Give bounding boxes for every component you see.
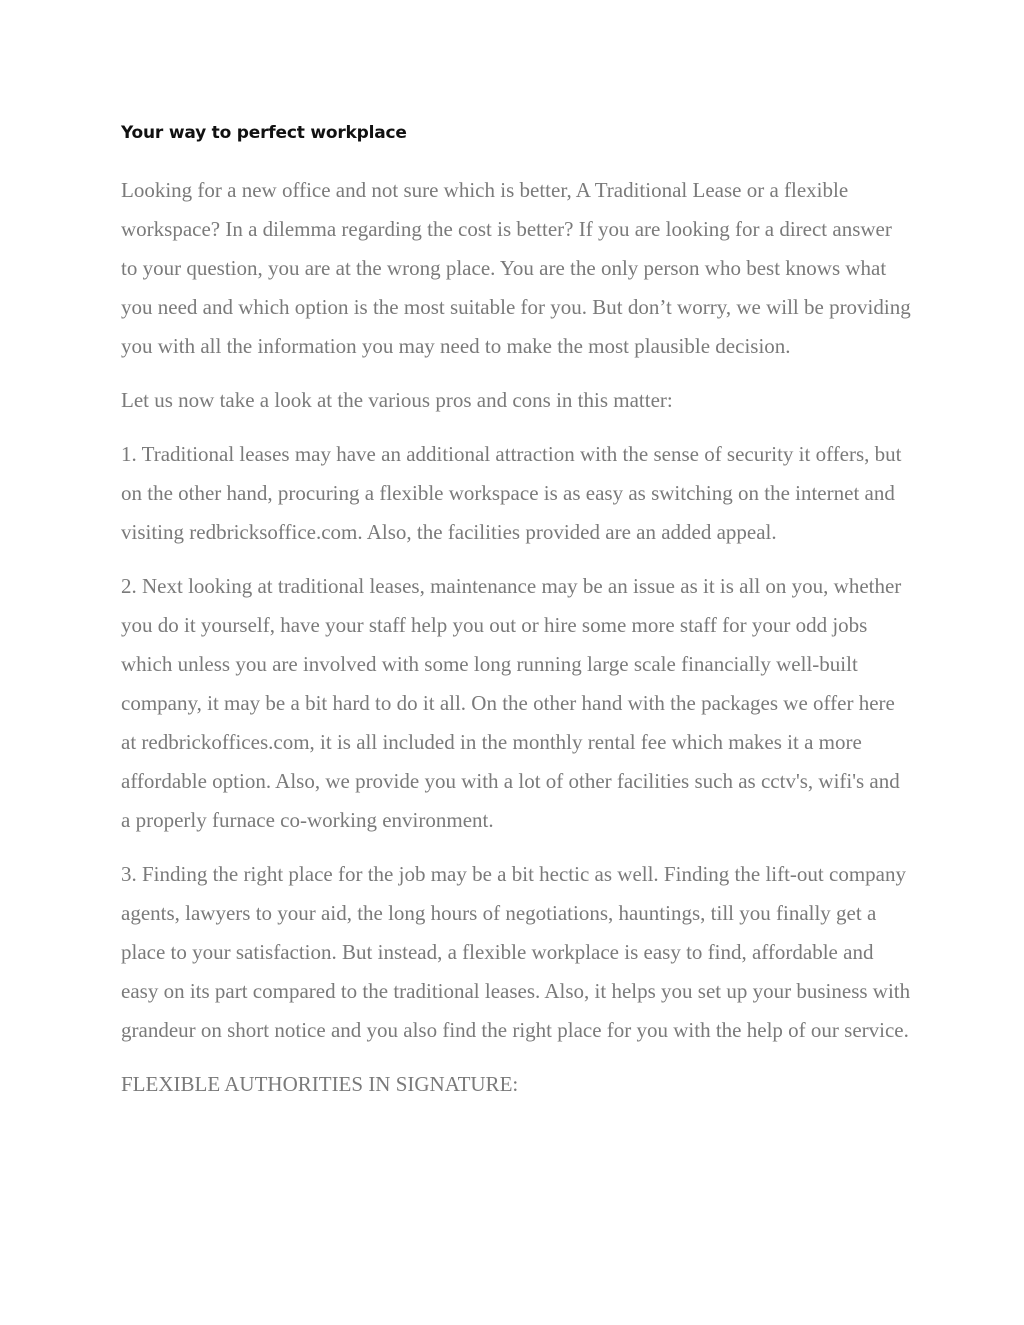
intro-paragraph: Looking for a new office and not sure which is better, A Traditional Lease or a flexible workspace? In a dilemma regarding the cost is better? If you are looking for a direct answer to your question, you are at the wrong place. You are the only person who best knows what you need and which option is the most suitable for you. But don’t worry, we will be providing you with all the information you may need to make the most plausible decision. bbox=[121, 178, 911, 358]
point-2-paragraph: 2. Next looking at traditional leases, maintenance may be an issue as it is all on you, whether you do it yourself, have your staff help you out or hire some more staff for your odd jobs which unless you are involved with some long running large scale financially well-built company, it may be a bit hard to do it all. On the other hand with the packages we offer here at redbrickoffices.com, it is all included in the monthly rental fee which makes it a more affordable option. Also, we provide you with a lot of other facilities such as cctv's, wifi's and a properly furnace co-working environment. bbox=[121, 574, 902, 832]
document-title: Your way to perfect workplace bbox=[121, 123, 407, 143]
document-body bbox=[121, 119, 911, 1119]
point-1-paragraph: 1. Traditional leases may have an additional attraction with the sense of security it offers, but on the other hand, procuring a flexible workspace is as easy as switching on the internet and visiting redbricksoffice.com. Also, the facilities provided are an added appeal. bbox=[121, 442, 902, 544]
section-heading-paragraph: FLEXIBLE AUTHORITIES IN SIGNATURE: bbox=[121, 1072, 519, 1096]
pros-cons-intro-paragraph: Let us now take a look at the various pros and cons in this matter: bbox=[121, 388, 673, 412]
point-3-paragraph: 3. Finding the right place for the job may be a bit hectic as well. Finding the lift-out company agents, lawyers to your aid, the long hours of negotiations, hauntings, till you finally get a place to your satisfaction. But instead, a flexible workplace is easy to find, affordable and easy on its part compared to the traditional leases. Also, it helps you set up your business with grandeur on short notice and you also find the right place for you with the help of our service. bbox=[121, 862, 911, 1042]
